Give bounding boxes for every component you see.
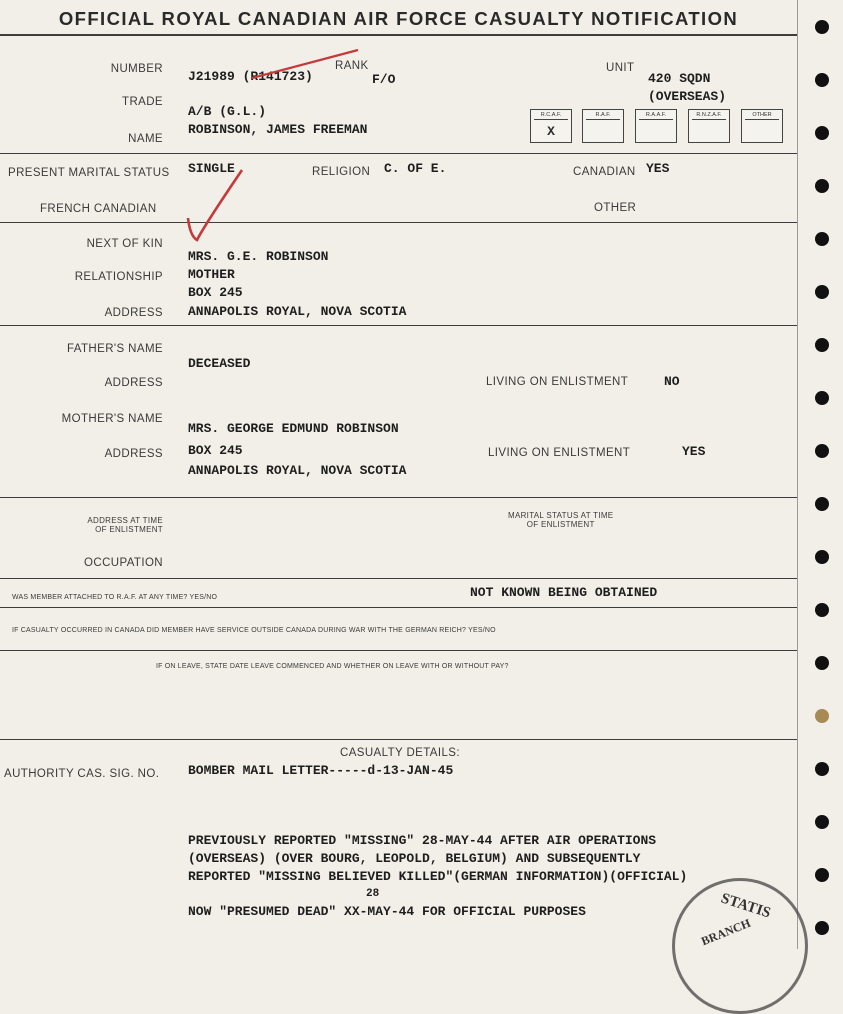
unit-value: 420 SQDN xyxy=(648,71,711,86)
father-living-label: LIVING ON ENLISTMENT xyxy=(486,376,629,388)
box-rcaf-mark: X xyxy=(547,124,555,139)
casualty-line-3: REPORTED "MISSING BELIEVED KILLED"(GERMAN INFORMATION)(OFFICIAL) xyxy=(188,869,688,884)
box-raf-label: R.A.F. xyxy=(586,112,620,120)
authority-label: AUTHORITY CAS. SIG. NO. xyxy=(4,768,160,780)
casualty-details-label: CASUALTY DETAILS: xyxy=(340,747,460,759)
strikethrough-mark xyxy=(252,50,358,78)
next-of-kin-label: NEXT OF KIN xyxy=(86,238,163,250)
address-at-enlistment-line-2: OF ENLISTMENT xyxy=(95,525,163,534)
punch-hole-icon xyxy=(815,391,829,405)
father-name-value: DECEASED xyxy=(188,356,251,371)
religion-label: RELIGION xyxy=(312,166,371,178)
kin-address-value: ANNAPOLIS ROYAL, NOVA SCOTIA xyxy=(188,304,407,319)
form-title: OFFICIAL ROYAL CANADIAN AIR FORCE CASUALTY NOTIFICATION xyxy=(58,8,739,29)
canadian-label: CANADIAN xyxy=(573,166,636,178)
mother-name-label: MOTHER'S NAME xyxy=(61,413,163,425)
box-other-label: OTHER xyxy=(745,112,779,120)
punch-hole-icon xyxy=(815,762,829,776)
casualty-line-2: (OVERSEAS) (OVER BOURG, LEOPOLD, BELGIUM) AND SUBSEQUENTLY xyxy=(188,851,641,866)
trade-label: TRADE xyxy=(122,96,163,108)
raf-attached-answer: NOT KNOWN BEING OBTAINED xyxy=(470,585,658,600)
punch-hole-icon xyxy=(815,497,829,511)
punch-hole-icon xyxy=(815,921,829,935)
punch-hole-icon xyxy=(815,709,829,723)
mother-address-label: ADDRESS xyxy=(104,448,163,460)
authority-value: BOMBER MAIL LETTER-----d-13-JAN-45 xyxy=(188,763,454,778)
punch-hole-icon xyxy=(815,603,829,617)
canadian-value: YES xyxy=(646,161,670,176)
punch-hole-icon xyxy=(815,815,829,829)
unit-label: UNIT xyxy=(606,62,635,74)
stamp-text-2: BRANCH xyxy=(699,915,753,949)
father-living-value: NO xyxy=(664,374,680,389)
rank-value: F/O xyxy=(372,72,396,87)
name-label: NAME xyxy=(128,133,163,145)
service-number: J21989 (R141723) xyxy=(188,69,313,84)
punch-hole-icon xyxy=(815,868,829,882)
relationship-value: MOTHER xyxy=(188,267,235,282)
punch-hole-icon xyxy=(815,444,829,458)
punch-hole-icon xyxy=(815,20,829,34)
marital-status-label: PRESENT MARITAL STATUS xyxy=(8,167,170,179)
father-address-label: ADDRESS xyxy=(104,377,163,389)
french-canadian-label: FRENCH CANADIAN xyxy=(40,203,157,215)
punch-hole-icon xyxy=(815,656,829,670)
kin-address-label: ADDRESS xyxy=(104,307,163,319)
rank-label: RANK xyxy=(335,60,369,72)
father-name-label: FATHER'S NAME xyxy=(67,343,163,355)
occupation-label: OCCUPATION xyxy=(84,557,163,569)
number-label: NUMBER xyxy=(110,63,163,75)
stamp-text-1: STATIS xyxy=(718,890,773,922)
punch-hole-icon xyxy=(815,126,829,140)
relationship-label: RELATIONSHIP xyxy=(74,271,163,283)
marital-status-value: SINGLE xyxy=(188,161,235,176)
next-of-kin-value: MRS. G.E. ROBINSON xyxy=(188,249,329,264)
punch-hole-icon xyxy=(815,338,829,352)
kin-box-value: BOX 245 xyxy=(188,285,243,300)
box-raaf-label: R.A.A.F. xyxy=(639,112,673,120)
member-name: ROBINSON, JAMES FREEMAN xyxy=(188,122,368,137)
punch-hole-icon xyxy=(815,550,829,564)
marital-at-enlistment-line-1: MARITAL STATUS AT TIME xyxy=(508,511,614,520)
trade-value: A/B (G.L.) xyxy=(188,104,267,119)
raf-attached-question: WAS MEMBER ATTACHED TO R.A.F. AT ANY TIME? YES/NO xyxy=(12,594,218,601)
religion-value: C. OF E. xyxy=(384,161,447,176)
box-rcaf-label: R.C.A.F. xyxy=(534,112,568,120)
check-mark xyxy=(188,170,242,240)
unit-value-overseas: (OVERSEAS) xyxy=(648,89,727,104)
mother-address-value: ANNAPOLIS ROYAL, NOVA SCOTIA xyxy=(188,463,407,478)
mother-living-label: LIVING ON ENLISTMENT xyxy=(488,447,631,459)
right-margin-line xyxy=(797,0,798,949)
leave-question: IF ON LEAVE, STATE DATE LEAVE COMMENCED AND WHETHER ON LEAVE WITH OR WITHOUT PAY? xyxy=(156,663,509,670)
punch-hole-icon xyxy=(815,179,829,193)
box-rnzaf-label: R.N.Z.A.F. xyxy=(692,112,726,120)
canada-service-question: IF CASUALTY OCCURRED IN CANADA DID MEMBER HAVE SERVICE OUTSIDE CANADA DURING WAR WITH THE GERMAN REICH? YES/NO xyxy=(12,627,496,634)
punch-hole-icon xyxy=(815,285,829,299)
punch-hole-icon xyxy=(815,73,829,87)
punch-hole-icon xyxy=(815,232,829,246)
casualty-line-1: PREVIOUSLY REPORTED "MISSING" 28-MAY-44 AFTER AIR OPERATIONS xyxy=(188,833,657,848)
casualty-date-correction: 28 xyxy=(366,888,380,900)
mother-name-value: MRS. GEORGE EDMUND ROBINSON xyxy=(188,421,399,436)
mother-box-value: BOX 245 xyxy=(188,443,243,458)
other-label: OTHER xyxy=(594,202,637,214)
marital-at-enlistment-line-2: OF ENLISTMENT xyxy=(526,520,595,529)
casualty-line-4: NOW "PRESUMED DEAD" XX-MAY-44 FOR OFFICIAL PURPOSES xyxy=(188,904,586,919)
mother-living-value: YES xyxy=(682,444,706,459)
address-at-enlistment-line-1: ADDRESS AT TIME xyxy=(87,516,163,525)
